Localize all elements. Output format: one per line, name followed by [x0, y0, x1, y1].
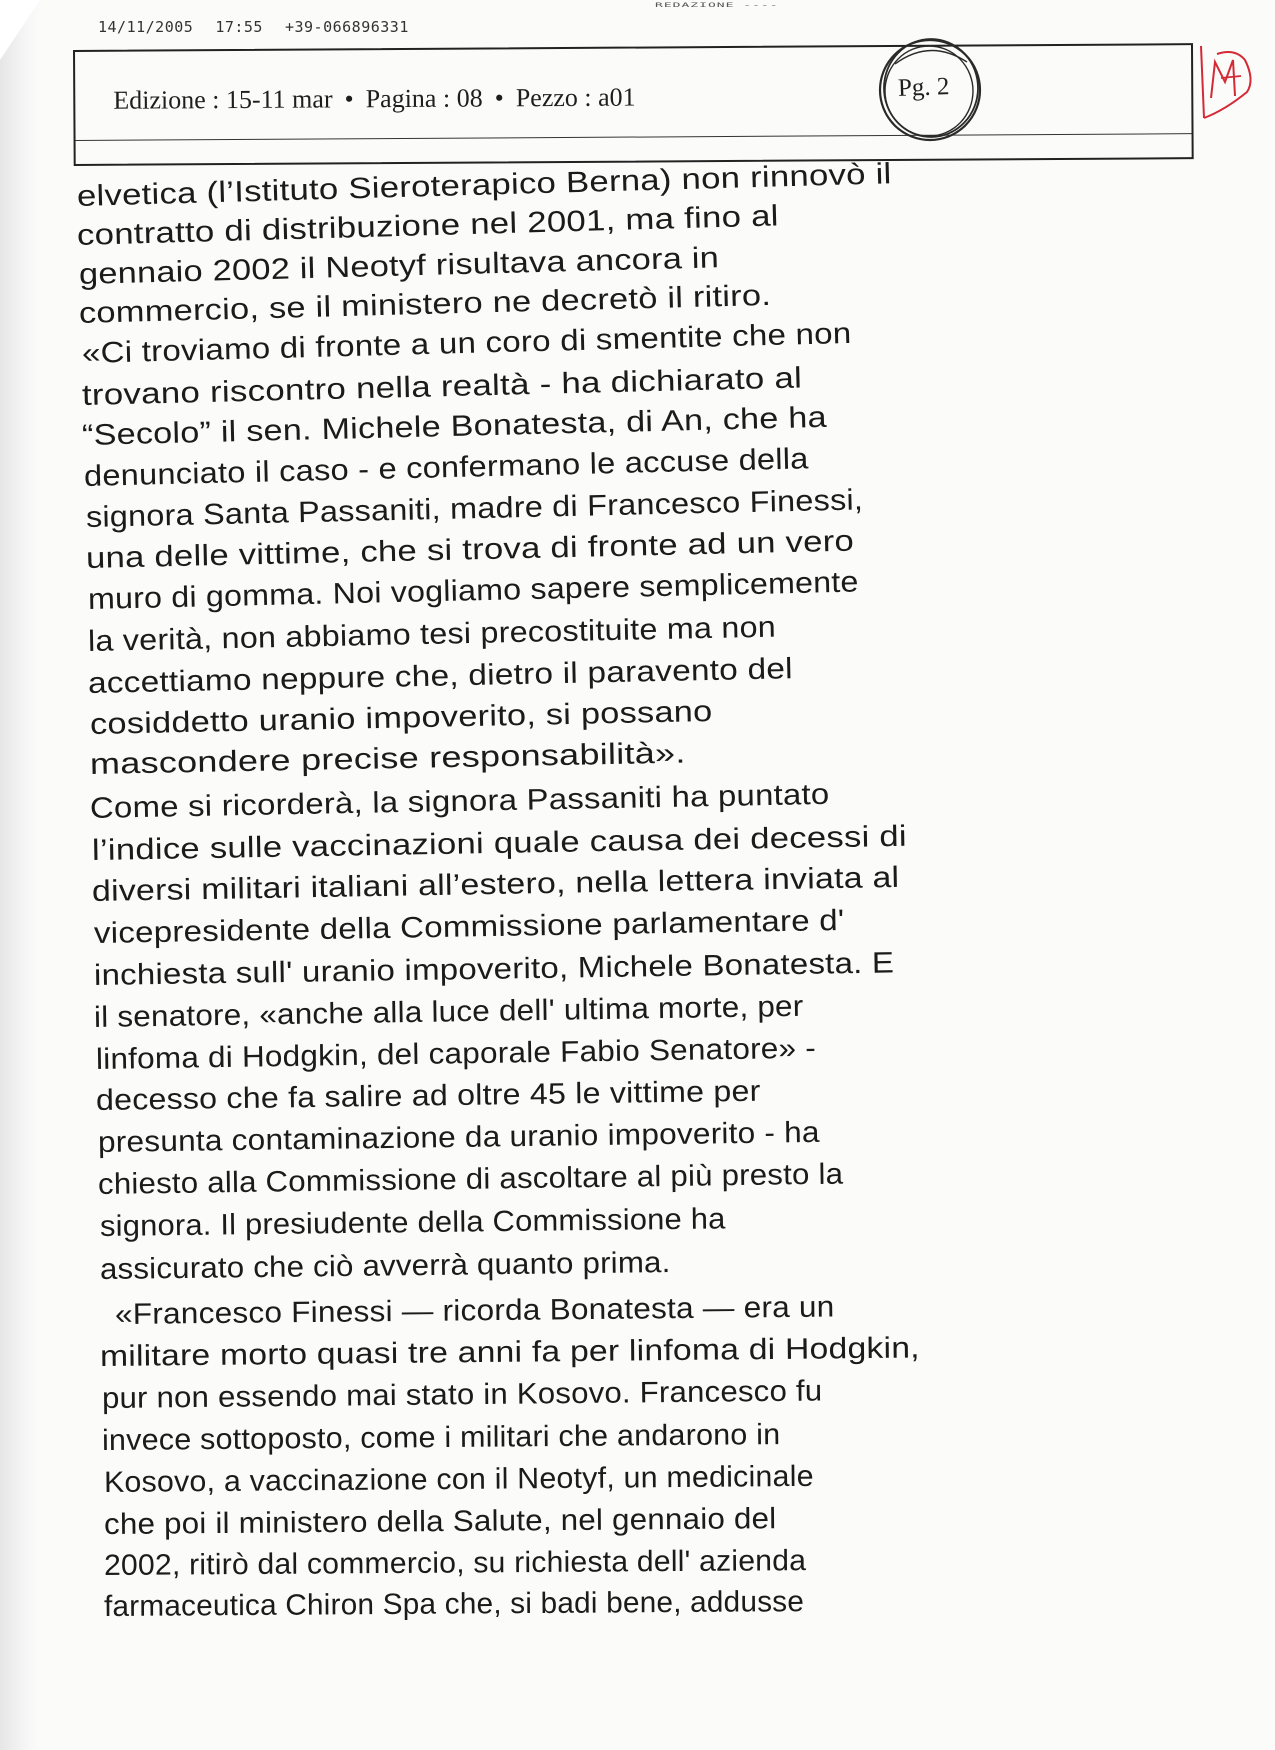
article-line: «Ci troviamo di fronte a un coro di smentite che non — [81, 316, 852, 370]
article-line: assicurato che ciò avverrà quanto prima. — [99, 1246, 671, 1286]
separator-dot: • — [494, 83, 504, 113]
article-line: vicepresidente della Commissione parlamentare d' — [93, 903, 845, 950]
fax-phone: +39-066896331 — [284, 18, 409, 36]
fax-time: 17:55 — [215, 18, 263, 36]
article-line: signora. Il presiudente della Commissione ha — [99, 1202, 726, 1243]
piece-label: Pezzo : a01 — [515, 82, 636, 113]
article-line: 2002, ritirò dal commercio, su richiesta dell' azienda — [103, 1544, 807, 1582]
article-line: “Secolo” il sen. Michele Bonatesta, di An, che ha — [81, 400, 828, 452]
article-line: cosiddetto uranio impoverito, si possano — [89, 694, 713, 741]
article-line: Kosovo, a vaccinazione con il Neotyf, un medicinale — [103, 1459, 814, 1499]
article-line: elvetica (l’Istituto Sieroterapico Berna) non rinnovò il — [76, 157, 892, 213]
article-line: il senatore, «anche alla luce dell' ultima morte, per — [93, 989, 804, 1034]
article-line: gennaio 2002 il Neotyf risultava ancora in — [78, 241, 720, 291]
page-number-label: Pagina : 08 — [365, 83, 483, 114]
fax-cut-text: REDAZIONE ---- — [655, 2, 779, 9]
article-line: presunta contaminazione da uranio impoverito - ha — [97, 1115, 820, 1159]
article-line: decesso che fa salire ad oltre 45 le vittime per — [95, 1074, 761, 1117]
page-stamp-label: Pg. 2 — [897, 73, 950, 102]
article-line: trovano riscontro nella realtà - ha dichiarato al — [81, 361, 803, 412]
article-line: pur non essendo mai stato in Kosovo. Francesco fu — [101, 1374, 823, 1415]
article-line: commercio, se il ministero ne decretò il ritiro. — [78, 278, 772, 330]
article-line: accettiamo neppure che, dietro il paravento del — [87, 652, 794, 700]
article-line: linfoma di Hodgkin, del caporale Fabio Senatore» - — [95, 1031, 817, 1076]
edition-label: Edizione : 15-11 mar — [113, 84, 333, 115]
article-line: l’indice sulle vaccinazioni quale causa dei decessi di — [91, 819, 908, 867]
article-line: una delle vittime, che si trova di fronte ad un vero — [85, 524, 855, 575]
article-line: invece sottoposto, come i militari che andarono in — [101, 1418, 781, 1457]
article-line: «Francesco Finessi — ricorda Bonatesta — era un — [114, 1290, 835, 1331]
article-line: che poi il ministero della Salute, nel gennaio del — [103, 1502, 777, 1541]
article-line: contratto di distribuzione nel 2001, ma fino al — [76, 199, 780, 252]
article-line: mascondere precise responsabilità». — [89, 736, 686, 781]
fax-date: 14/11/2005 — [98, 18, 194, 36]
article-line: inchiesta sull' uranio impoverito, Michele Bonatesta. E — [93, 946, 895, 992]
article-line: diversi militari italiani all’estero, nella lettera inviata al — [91, 860, 900, 908]
article-line: signora Santa Passaniti, madre di Francesco Finessi, — [85, 483, 864, 534]
article-line: militare morto quasi tre anni fa per linfoma di Hodgkin, — [99, 1331, 920, 1373]
article-line: muro di gomma. Noi vogliamo sapere semplicemente — [87, 565, 859, 616]
article-line: denunciato il caso - e confermano le accuse della — [83, 442, 809, 493]
separator-dot: • — [344, 84, 354, 114]
article-line: chiesto alla Commissione di ascoltare al più presto la — [97, 1157, 844, 1201]
article-line: farmaceutica Chiron Spa che, si badi bene, addusse — [103, 1585, 805, 1623]
article-line: Come si ricorderà, la signora Passaniti ha puntato — [89, 777, 830, 825]
article-line: la verità, non abbiamo tesi precostituite ma non — [87, 610, 777, 658]
